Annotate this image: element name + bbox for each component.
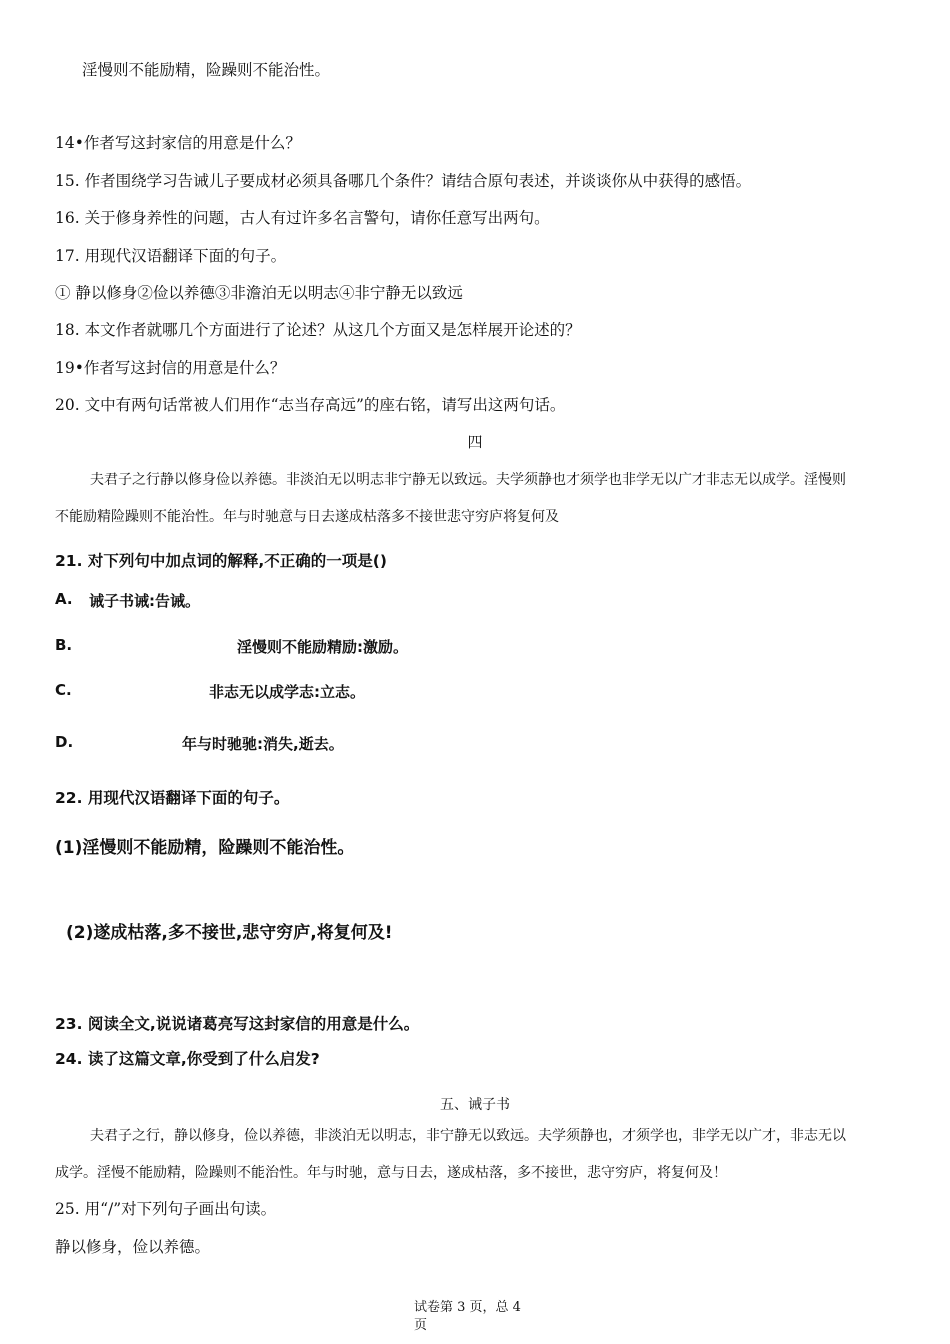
question-22-part-1: (1)淫慢则不能励精，险躁则不能治性。 [55, 838, 355, 858]
question-25: 25. 用“/”对下列句子画出句读。 [55, 1200, 277, 1218]
page-footer-cont: 页 [414, 1318, 428, 1333]
option-b: 淫慢则不能励精励:激励。 [237, 638, 408, 656]
option-b-key: B. [55, 636, 73, 654]
text-line: 淫慢则不能励精，险躁则不能治性。 [82, 61, 331, 79]
passage-4-line-2: 不能励精险躁则不能治性。年与时驰意与日去遂成枯落多不接世悲守穷庐将复何及 [55, 509, 559, 525]
question-23: 23. 阅读全文,说说诸葛亮写这封家信的用意是什么。 [55, 1015, 420, 1033]
option-a: 诫子书诫:告诫。 [89, 592, 200, 610]
option-a-key: A. [55, 590, 73, 608]
passage-4-line-1: 夫君子之行静以修身俭以养德。非淡泊无以明志非宁静无以致远。夫学须静也才须学也非学无以广才非志无以成学。淫慢则 [90, 472, 846, 488]
option-c-key: C. [55, 681, 72, 699]
question-24: 24. 读了这篇文章,你受到了什么启发? [55, 1050, 320, 1068]
question-15: 15. 作者围绕学习告诫儿子要成材必须具备哪几个条件？请结合原句表述，并谈谈你从中获得的感悟。 [55, 172, 752, 190]
section-heading-5: 五、诫子书 [440, 1097, 510, 1113]
option-d-key: D. [55, 733, 74, 751]
question-25-sentence: 静以修身，俭以养德。 [55, 1238, 211, 1256]
passage-5-line-1: 夫君子之行，静以修身，俭以养德，非淡泊无以明志，非宁静无以致远。夫学须静也，才须学也，非学无以广才，非志无以 [90, 1128, 846, 1144]
page-footer: 试卷第 3 页，总 4 [414, 1300, 521, 1315]
passage-5-line-2: 成学。淫慢不能励精，险躁则不能治性。年与时驰，意与日去，遂成枯落，多不接世，悲守穷庐，将复何及！ [55, 1165, 727, 1181]
question-16: 16. 关于修身养性的问题，古人有过许多名言警句，请你任意写出两句。 [55, 209, 550, 227]
option-c: 非志无以成学志:立志。 [209, 683, 365, 701]
question-22: 22. 用现代汉语翻译下面的句子。 [55, 789, 290, 807]
question-19: 19•作者写这封信的用意是什么？ [55, 359, 286, 377]
option-d: 年与时驰驰:消失,逝去。 [182, 735, 344, 753]
question-21: 21. 对下列句中加点词的解释,不正确的一项是() [55, 552, 387, 570]
section-heading-4: 四 [467, 433, 483, 451]
question-17: 17. 用现代汉语翻译下面的句子。 [55, 247, 287, 265]
question-20: 20. 文中有两句话常被人们用作“志当存高远”的座右铭，请写出这两句话。 [55, 396, 566, 414]
question-18: 18. 本文作者就哪几个方面进行了论述？从这几个方面又是怎样展开论述的？ [55, 321, 581, 339]
question-22-part-2: (2)遂成枯落,多不接世,悲守穷庐,将复何及! [66, 923, 393, 943]
question-14: 14•作者写这封家信的用意是什么？ [55, 134, 301, 152]
question-17-sentences: ① 静以修身②俭以养德③非澹泊无以明志④非宁静无以致远 [55, 284, 463, 302]
